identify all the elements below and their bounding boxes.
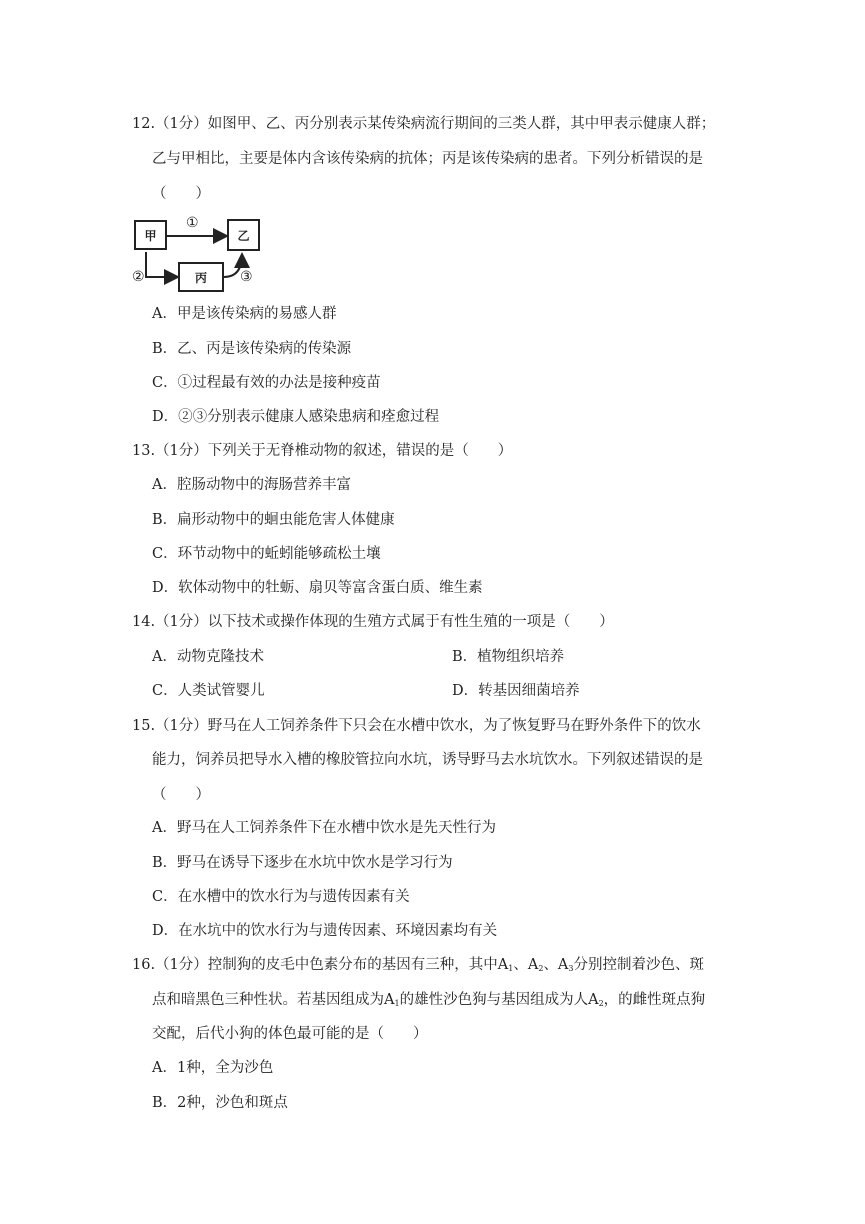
q14-option-c: C．人类试管婴儿 [152, 683, 265, 699]
q14-option-d: D．转基因细菌培养 [452, 683, 580, 699]
q15-stem-line-2: 能力，饲养员把导水入槽的橡胶管拉向水坑，诱导野马去水坑饮水。下列叙述错误的是 [152, 752, 703, 768]
q12-option-d: D．②③分别表示健康人感染患病和痊愈过程 [152, 409, 440, 425]
q14-option-a: A．动物克隆技术 [152, 649, 264, 665]
label-1: ① [186, 215, 199, 231]
box-bing: 丙 [178, 262, 224, 292]
label-3: ③ [240, 269, 253, 285]
q14-option-b: B．植物组织培养 [452, 649, 565, 665]
box-yi: 乙 [227, 219, 260, 251]
q12-option-b: B．乙、丙是该传染病的传染源 [152, 341, 352, 357]
q13-option-d: D．软体动物中的牡蛎、扇贝等富含蛋白质、维生素 [152, 580, 483, 596]
q12-option-c: C．①过程最有效的办法是接种疫苗 [152, 375, 381, 391]
q15-option-b: B．野马在诱导下逐步在水坑中饮水是学习行为 [152, 855, 453, 871]
q13-stem: 13.（1分）下列关于无脊椎动物的叙述，错误的是（ ） [132, 443, 513, 459]
q14-stem: 14.（1分）以下技术或操作体现的生殖方式属于有性生殖的一项是（ ） [132, 614, 614, 630]
q15-option-a: A．野马在人工饲养条件下在水槽中饮水是先天性行为 [152, 820, 496, 836]
label-2: ② [132, 269, 145, 285]
box-jia: 甲 [134, 220, 167, 250]
q16-stem-line-1: 16.（1分）控制狗的皮毛中色素分布的基因有三种，其中$A_1$、$A_2$、$A_3$分别控制着沙色、斑 [132, 957, 705, 973]
q15-option-d: D．在水坑中的饮水行为与遗传因素、环境因素均有关 [152, 923, 498, 939]
q12-stem-line-2: 乙与甲相比，主要是体内含该传染病的抗体；丙是该传染病的患者。下列分析错误的是 [152, 151, 703, 167]
q15-stem-line-1: 15.（1分）野马在人工饲养条件下只会在水槽中饮水，为了恢复野马在野外条件下的饮水 [132, 718, 701, 734]
q16-stem-line-2: 点和暗黑色三种性状。若基因组成为$A_1$的雄性沙色狗与基因组成为人$A_2$，的雌性斑点狗 [152, 992, 706, 1008]
q15-stem-line-3: （ ） [152, 787, 210, 803]
q15-option-c: C．在水槽中的饮水行为与遗传因素有关 [152, 889, 410, 905]
q12-stem-line-3: （ ） [152, 186, 210, 202]
q12-stem-line-1: 12.（1分）如图甲、乙、丙分别表示某传染病流行期间的三类人群，其中甲表示健康人群； [132, 116, 716, 132]
q16-option-a: A．1种，全为沙色 [152, 1060, 274, 1076]
q16-stem-line-3: 交配，后代小狗的体色最可能的是（ ） [152, 1026, 428, 1042]
q13-option-b: B．扁形动物中的蛔虫能危害人体健康 [152, 512, 395, 528]
q12-option-a: A．甲是该传染病的易感人群 [152, 306, 337, 322]
q16-option-b: B．2种，沙色和斑点 [152, 1095, 288, 1111]
arrow-2 [146, 252, 178, 277]
q13-option-a: A．腔肠动物中的海肠营养丰富 [152, 477, 351, 493]
q13-option-c: C．环节动物中的蚯蚓能够疏松土壤 [152, 546, 381, 562]
